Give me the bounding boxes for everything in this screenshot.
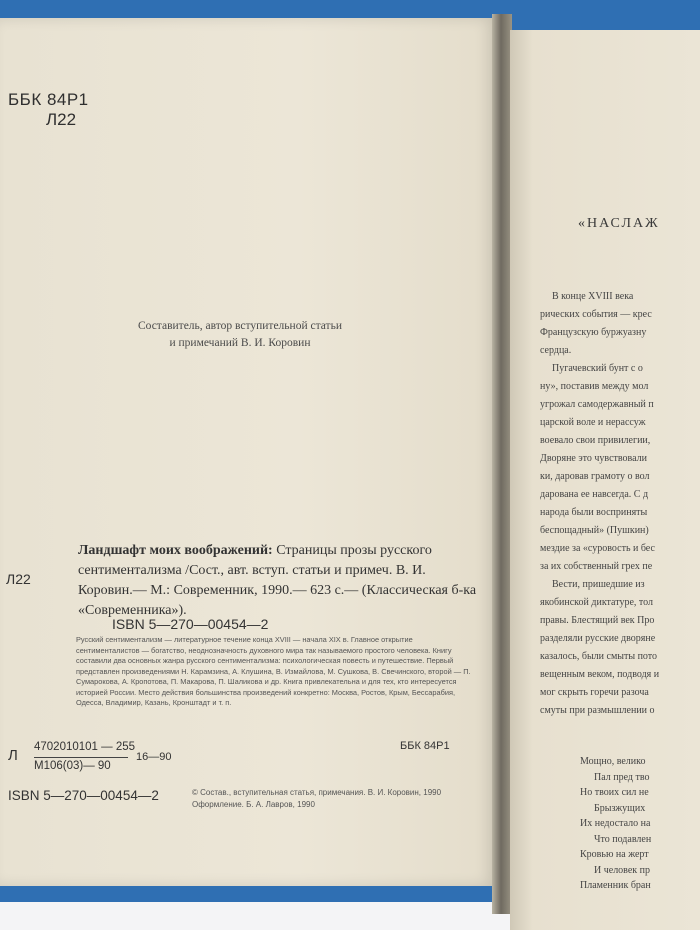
isbn-main: ISBN 5—270—00454—2 [112,616,269,632]
body-line: мездие за «суровость и бес [540,543,655,554]
left-page [0,18,496,886]
body-line: казалось, были смыты пото [540,651,658,662]
isbn-bottom: ISBN 5—270—00454—2 [8,788,159,803]
body-line: ки, даровав грамоту о вол [540,471,650,482]
compiler-credit [110,318,370,352]
body-line: дарована ее навсегда. С д [540,489,649,500]
body-line: царской воле и нерассуж [540,417,646,428]
poem-line: Но твоих сил не [580,787,649,798]
copyright-line-2: Оформление. Б. А. Лавров, 1990 [192,799,315,809]
poem-line: Их недостало на [580,818,651,829]
copyright-notice [192,787,472,810]
body-line: угрожал самодержавный п [540,399,654,410]
body-line: разделяли русские дворяне [540,633,656,644]
poem-text [580,754,700,894]
body-line: сердца. [540,345,572,356]
price-code-letter: Л [8,747,18,764]
annotation-text: Русский сентиментализм — литературное течение конца XVIII — начала XIX в. Главное открытие сентименталистов — богатство, неоднозначность духовного мира так называемого простого человека. Книгу составили два основных жанра русского сентиментализма: психологическая повесть и путешествие. Первый представлен произведениями Н. Карамзина, А. Клушина, В. Измайлова, М. Сушкова, В. Свечинского, второй — П. Сумарокова, А. Кропотова, П. Макарова, П. Шаликова и др. Книга привлекательна и для тех, кто интересуется историей России. Место действия большинства произведений конкретно: Москва, Ростов, Крым, Бессарабия, Одесса, Владимир, Казань, Кронштадт и т. п. [76,635,471,707]
book-gutter [492,14,512,914]
body-line: мог скрыть горечи разоча [540,687,649,698]
body-line: рических события — крес [540,309,652,320]
fraction-line [34,757,128,758]
price-code-numerator: 4702010101 — 255 [34,741,136,753]
body-line: вещенным веком, подводя и [540,669,660,680]
body-line: В конце XVIII века [552,291,634,302]
right-page [510,30,700,930]
body-line: воевало свои привилегии, [540,435,651,446]
body-line: за их собственный грех пе [540,561,653,572]
bbk-code-top: ББК 84Р1 [8,90,89,109]
body-line: народа были восприняты [540,507,648,518]
copyright-line-1: © Состав., вступительная статья, примечания. В. И. Коровин, 1990 [192,788,442,797]
body-text [540,288,700,720]
body-line: Пугачевский бунт с о [552,363,643,374]
book-title: Ландшафт моих воображений: [78,543,273,558]
body-line: смуты при размышлении о [540,705,655,716]
body-line: якобинской диктатуре, тол [540,597,653,608]
bbk-code-bottom: ББК 84Р1 [400,740,450,752]
body-line: правы. Блестящий век Про [540,615,655,626]
credit-line-2: и примечаний В. И. Коровин [169,337,311,349]
price-code-denominator: М106(03)— 90 [34,760,111,772]
body-line: Дворяне это чувствовали [540,453,648,464]
poem-line: Кровью на жерт [580,849,649,860]
credit-line-1: Составитель, автор вступительной статьи [138,320,342,332]
price-code-side: 16—90 [136,751,172,763]
poem-line: Пламенник бран [580,880,651,891]
body-line: беспощадный» (Пушкин) [540,525,649,536]
poem-line: Что подавлен [594,833,652,845]
body-line: Французскую буржуазну [540,327,647,338]
poem-line: И человек пр [594,864,650,876]
poem-line: Пал пред тво [594,771,650,783]
poem-line: Брызжущих [594,802,646,814]
chapter-title: «НАСЛАЖ [578,216,660,231]
author-mark-top: Л22 [46,110,77,129]
bibliographic-record [78,541,478,621]
body-line: Вести, пришедшие из [552,579,645,590]
poem-line: Мощно, велико [580,756,646,767]
bibliographic-details: Страницы прозы русского сентиментализма /Сост., авт. вступ. статьи и примеч. В. И. Коровин.— М.: Современник, 1990.— 623 с.— (Классическая б-ка «Современника»). [78,543,477,618]
author-mark-side: Л22 [6,571,31,587]
body-line: ну», поставив между мол [540,381,649,392]
